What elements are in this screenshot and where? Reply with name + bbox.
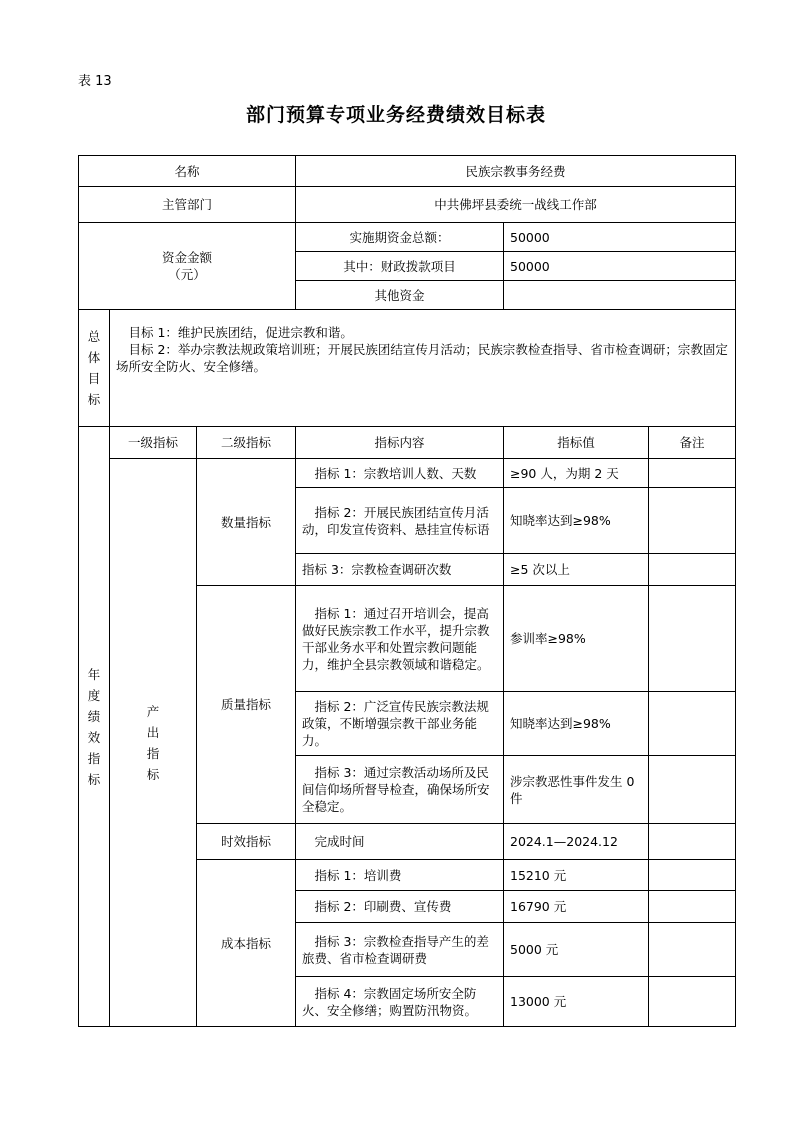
goal-line-2: 目标 2：举办宗教法规政策培训班；开展民族团结宣传月活动；民族宗教检查指导、省市检查调研；宗教固定场所安全防火、安全修缮。	[116, 342, 728, 374]
cost-indicator-label: 成本指标	[197, 860, 296, 1027]
indicator-value: ≥90 人，为期 2 天	[504, 459, 649, 488]
indicator-value: 5000 元	[504, 923, 649, 977]
department-row	[79, 187, 736, 223]
header-content: 指标内容	[296, 427, 504, 459]
department-value: 中共佛坪县委统一战线工作部	[296, 187, 736, 223]
indicator-value: 13000 元	[504, 977, 649, 1027]
goal-line-1: 目标 1：维护民族团结，促进宗教和谐。	[128, 325, 353, 340]
header-level1: 一级指标	[110, 427, 197, 459]
indicator-value: 16790 元	[504, 891, 649, 923]
indicator-content: 指标 2：印刷费、宣传费	[296, 891, 504, 923]
indicator-remark	[649, 586, 736, 692]
header-value: 指标值	[504, 427, 649, 459]
indicator-value: 涉宗教恶性事件发生 0 件	[504, 756, 649, 824]
indicator-value: 参训率≥98%	[504, 586, 649, 692]
indicator-content: 指标 1：培训费	[296, 860, 504, 891]
department-label: 主管部门	[79, 187, 296, 223]
indicator-value: 知晓率达到≥98%	[504, 488, 649, 554]
indicator-value: 知晓率达到≥98%	[504, 692, 649, 756]
output-indicator-label: 产出指标	[110, 459, 197, 1027]
annual-indicator-label: 年度绩效指标	[79, 427, 110, 1027]
overall-goal-content	[110, 310, 736, 427]
table-row	[79, 459, 736, 488]
indicator-content: 指标 2：广泛宣传民族宗教法规政策，不断增强宗教干部业务能力。	[296, 692, 504, 756]
name-value: 民族宗教事务经费	[296, 156, 736, 187]
funds-total-label: 实施期资金总额：	[296, 223, 504, 252]
funds-amount-cell	[79, 223, 296, 310]
funds-fiscal-value: 50000	[504, 252, 736, 281]
document-title: 部门预算专项业务经费绩效目标表	[245, 104, 546, 126]
indicator-value: 2024.1—2024.12	[504, 824, 649, 860]
timeliness-indicator-label: 时效指标	[197, 824, 296, 860]
indicator-remark	[649, 860, 736, 891]
indicator-remark	[649, 824, 736, 860]
indicator-content: 完成时间	[296, 824, 504, 860]
quality-indicator-label: 质量指标	[197, 586, 296, 824]
indicator-remark	[649, 554, 736, 586]
overall-goal-row	[79, 310, 736, 427]
indicator-remark	[649, 459, 736, 488]
indicator-content: 指标 1：通过召开培训会，提高做好民族宗教工作水平，提升宗教干部业务水平和处置宗教问题能力，维护全县宗教领域和谐稳定。	[296, 586, 504, 692]
indicator-value: 15210 元	[504, 860, 649, 891]
table-number: 表 13	[78, 74, 112, 89]
funds-total-value: 50000	[504, 223, 736, 252]
indicator-content: 指标 2：开展民族团结宣传月活动，印发宣传资料、悬挂宣传标语	[296, 488, 504, 554]
header-level2: 二级指标	[197, 427, 296, 459]
funds-unit: （元）	[168, 267, 206, 282]
name-row	[79, 156, 736, 187]
funds-total-row	[79, 223, 736, 252]
indicator-content: 指标 3：宗教检查调研次数	[296, 554, 504, 586]
funds-label: 资金金额	[161, 250, 212, 265]
overall-goal-label: 总体目标	[79, 310, 110, 427]
funds-other-value	[504, 281, 736, 310]
indicator-content: 指标 1：宗教培训人数、天数	[296, 459, 504, 488]
indicator-remark	[649, 977, 736, 1027]
quantity-indicator-label: 数量指标	[197, 459, 296, 586]
indicator-content: 指标 3：宗教检查指导产生的差旅费、省市检查调研费	[296, 923, 504, 977]
name-label: 名称	[79, 156, 296, 187]
performance-target-table	[78, 155, 736, 1027]
indicator-content: 指标 3：通过宗教活动场所及民间信仰场所督导检查，确保场所安全稳定。	[296, 756, 504, 824]
indicator-remark	[649, 891, 736, 923]
indicator-content: 指标 4：宗教固定场所安全防火、安全修缮；购置防汛物资。	[296, 977, 504, 1027]
indicator-remark	[649, 488, 736, 554]
indicator-header-row	[79, 427, 736, 459]
header-remark: 备注	[649, 427, 736, 459]
funds-other-label: 其他资金	[296, 281, 504, 310]
indicator-remark	[649, 923, 736, 977]
indicator-remark	[649, 756, 736, 824]
indicator-remark	[649, 692, 736, 756]
indicator-value: ≥5 次以上	[504, 554, 649, 586]
funds-fiscal-label: 其中：财政拨款项目	[296, 252, 504, 281]
